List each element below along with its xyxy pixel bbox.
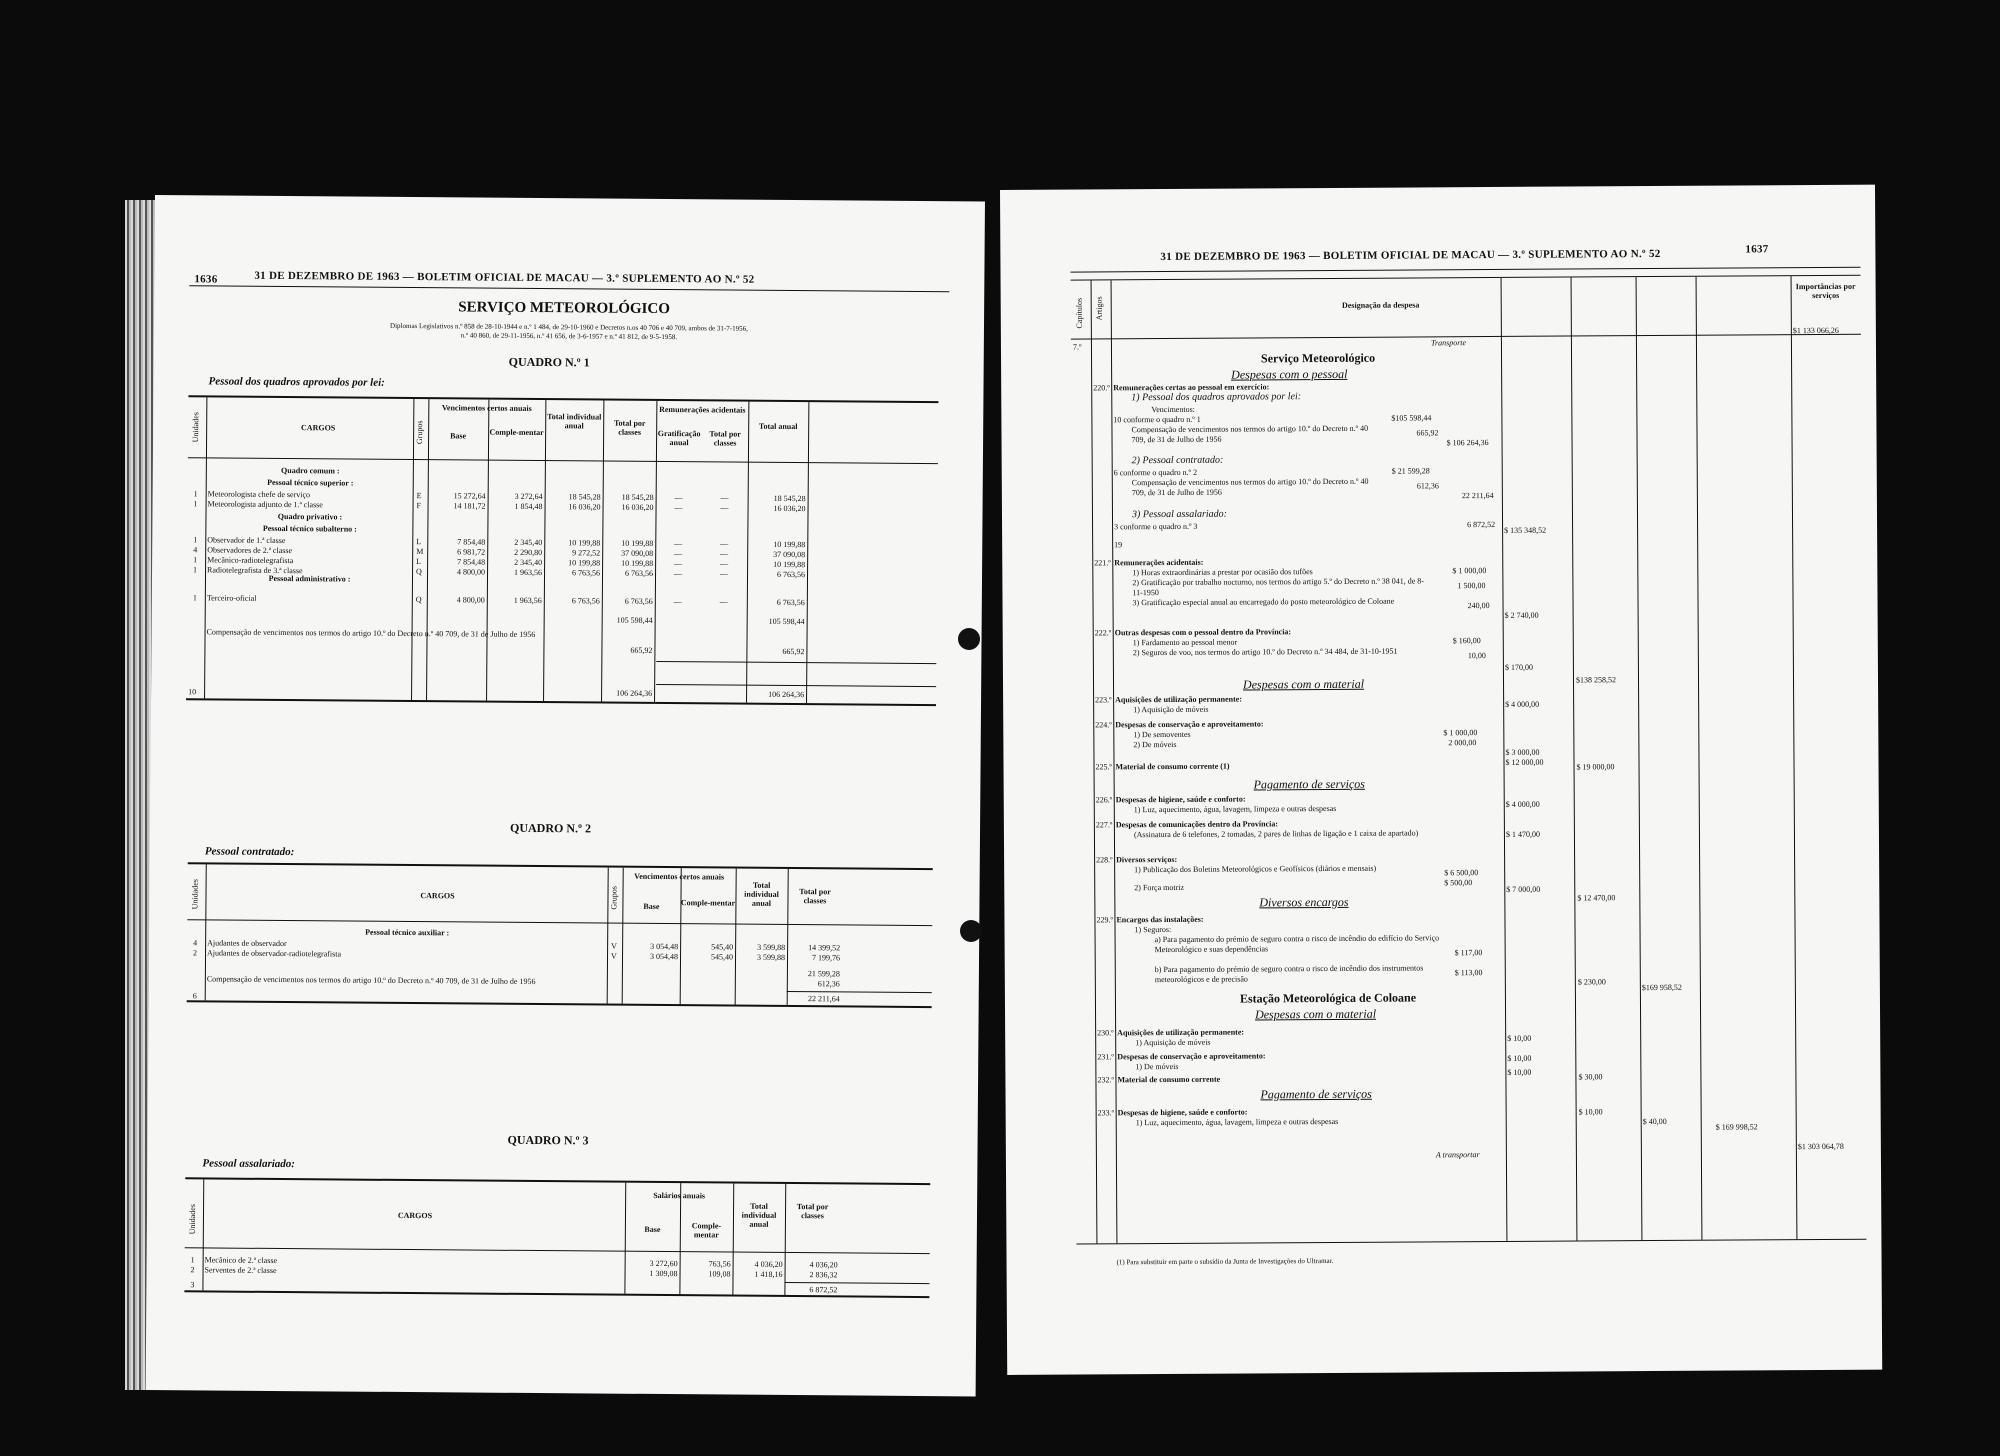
left-page — [146, 195, 985, 1396]
quadro-1-table — [186, 395, 938, 706]
table-row: 1 Observador de 1.ª classe L 7 854,48 2 345,40 10 199,88 10 199,88 — — 10 199,88 — [193, 535, 806, 550]
compensation-value: 665,92 — [782, 646, 805, 657]
section-despesas-pessoal: Despesas com o pessoal — [1231, 366, 1348, 382]
col-gratificacao: Gratificação anual — [657, 428, 701, 448]
section-pagamento-servicos: Pagamento de serviços — [1253, 776, 1365, 792]
table-row: 1 Meteorologista adjunto de 1.ª classe F 14 181,72 1 854,48 16 036,20 16 036,20 — — 16 036,20 — [193, 499, 806, 514]
quadro-1-title: QUADRO N.º 1 — [508, 354, 590, 370]
transporte-label: Transporte — [1430, 338, 1467, 348]
compensation-value: 612,36 — [817, 979, 840, 989]
table-row: 1 Mecânico de 2.ª classe 3 272,60 763,56 4 036,20 4 036,20 — [190, 1255, 838, 1270]
footnote: (1) Para substituir em parte o subsídio da Junta de Investigações do Ultramar. — [1116, 1256, 1334, 1267]
article-number: 227.º — [1095, 820, 1113, 830]
section-heading: Pessoal técnico auxiliar : — [365, 927, 450, 938]
page-number: 1636 — [194, 273, 218, 286]
section-diversos-encargos: Diversos encargos — [1259, 894, 1349, 910]
punch-hole — [958, 628, 980, 650]
col-cargos: CARGOS — [397, 1210, 433, 1221]
table-row: 1 Meteorologista chefe de serviço E 15 272,64 3 272,64 18 545,28 18 545,28 — — 18 545,28 — [193, 489, 806, 504]
col-vencimentos: Vencimentos certos anuais — [634, 871, 725, 882]
article-number: 226.º — [1095, 795, 1113, 805]
section-heading: Pessoal técnico superior : — [267, 477, 354, 488]
grand-total: 106 264,36 — [616, 688, 653, 698]
table-row: 2 Ajudantes de observador-radiotelegrafista V 3 054,48 545,40 3 599,88 7 199,76 — [193, 948, 841, 963]
col-total-individual: Total individual anual — [741, 1201, 777, 1229]
a-transportar-label: A transportar — [1435, 1150, 1480, 1160]
grand-total: 6 872,52 — [809, 1285, 838, 1295]
article-number: 229.º — [1096, 915, 1113, 925]
col-total-individual: Total individual anual — [744, 880, 779, 908]
col-complementar: Comple-mentar — [489, 427, 544, 438]
col-base: Base — [643, 901, 660, 911]
col-artigos: Artigos — [1094, 296, 1104, 321]
col-capitulos: Capítulos — [1074, 297, 1084, 329]
col-unidades: Unidades — [191, 412, 201, 443]
col-base: Base — [644, 1224, 661, 1235]
col-unidades: Unidades — [187, 1204, 198, 1235]
transporte-value: $1 133 066,26 — [1792, 325, 1839, 336]
right-page — [1000, 185, 1882, 1375]
quadro-3-subtitle: Pessoal assalariado: — [202, 1157, 296, 1171]
grand-total: 22 211,64 — [807, 994, 840, 1004]
article-number: 230.º — [1097, 1028, 1114, 1038]
compensation-text: Compensação de vencimentos nos termos do artigo 10.º do Decreto n.º 40 709, de 31 de Julho de 1956 — [206, 627, 536, 639]
punch-hole — [960, 920, 982, 942]
budget-table: Capítulos Artigos Designação da despesa Importâncias por serviços 7.º Transporte $1 133 066,26 Serviço Meteorológico Despesas com o pessoal 220.º Remunerações certas ao pessoal em exercício: 1) Pessoal dos quadros aprovados por lei: Vencimentos: 10 conforme o quadro n.º 1 $105 598,44 Compensação de vencimentos nos termos do artigo 10.º do Decreto n.º 40 709, de 31 de Julho de 1956 665,92 $ 106 264,36 2) Pessoal contratado: 6 conforme o quadro n.º 2 $ 21 599,28 Compensação de vencimentos nos termos do artigo 10.º do Decreto n.º 40 709, de 31 de Julho de 1956 612,36 22 211,64 3) Pessoal assalariado: 3 conforme o quadro n.º 3 6 872,52 $ 135 348,52 19 221.º Remunerações acidentais: 1) Horas extraordinárias a prestar por ocasião dos tufões $ 1 000,00 2) Gratificação por trabalho nocturno, nos termos do artigo 5.º do Decreto n.º 38 041, de 8-11-1950 1 500,00 3) Gratificação especial anual ao encarregado do posto meteorológico de Coloane 240,00 $ 2 740,00 222.º Outras despesas com o pessoal dentro da Província: 1) Fardamento ao pessoal menor $ 160,00 2) Seguros de voo, nos termos do artigo 10.º do Decreto n.º 34 484, de 31-10-1951 10,00 $ 170,00 $138 258,52 Despesas com o material 223.º Aquisições de utilização permanente: 1) Aquisição de móveis $ 4 000,00 224.º Despesas de conservação e aproveitamento: 1) De semoventes $ 1 000,00 2) De móveis 2 000,00 $ 3 000,00 225.º Material de consumo corrente (1) $ 12 000,00 $ 19 000,00 Pagamento de serviços 226.º Despesas de higiene, saúde e conforto: 1) Luz, aquecimento, água, lavagem, limpeza e outras despesas $ 4 000,00 227.º Despesas de comunicações dentro da Província: (Assinatura de 6 telefones, 2 tomadas, 2 pares de linhas de ligação e 1 caixa de apartado) $ 1 470,00 228.º Diversos serviços: 1) Publicação dos Boletins Meteorológicos e Geofísicos (diários e mensais) $ 6 500,00 2) Força motriz $ 500,00 $ 7 000,00 $ 12 470,00 Diversos encargos 229.º Encargos das instalações: 1) Seguros: a) Para pagamento do prémio de seguro contra o risco de incêndio do edifício do Serviço Meteorológico e suas dependências $ 117,00 b) Para pagamento do prémio de seguro contra o risco de incêndio dos instrumentos meteorológicos e de precisão $ 113,00 $ 230,00 $169 958,52 Estação Meteorológica de Coloane Despesas com o material 230.º Aquisições de utilização permanente: 1) Aquisição de móveis $ 10,00 231.º Despesas de conservação e aproveitamento: 1) De móveis $ 10,00 232.º Material de consumo corrente $ 10,00 $ 30,00 Pagamento de serviços 233.º Despesas de higiene, saúde e conforto: 1) Luz, aquecimento, água, lavagem, limpeza e outras despesas $ 10,00 $ 40,00 $ 169 998,52 A transportar $1 303 064,78 — [1071, 275, 1867, 1245]
total-units: 3 — [190, 1280, 195, 1290]
table-row: 1 Terceiro-oficial Q 4 800,00 1 963,56 6 763,56 6 763,56 — — 6 763,56 — [192, 593, 805, 608]
col-cargos: CARGOS — [301, 423, 336, 433]
table-row: 4 Observadores de 2.ª classe M 6 981,72 2 290,80 9 272,52 37 090,08 — — 37 090,08 — [193, 545, 806, 560]
article-number: 232.º — [1097, 1075, 1114, 1085]
col-complementar: Comple-mentar — [691, 1221, 722, 1240]
col-grupos: Grupos — [415, 420, 425, 445]
col-base: Base — [450, 431, 467, 441]
station-title: Estação Meteorológica de Coloane — [1239, 990, 1417, 1006]
compensation-text: Compensação de vencimentos nos termos do artigo 10.º do Decreto n.º 40 709, de 31 de Julho de 1956 — [206, 974, 536, 987]
article-number: 225.º — [1095, 762, 1113, 772]
quadro-2-table — [187, 862, 933, 1008]
total-units: 6 — [192, 991, 197, 1001]
section-heading: Quadro privativo : — [277, 511, 343, 522]
quadro-2-subtitle: Pessoal contratado: — [204, 845, 295, 859]
article-number: 231.º — [1097, 1052, 1114, 1062]
col-salarios: Salários anuais — [653, 1190, 706, 1201]
section-heading: Pessoal técnico subalterno : — [262, 523, 357, 534]
table-row: 2 Serventes de 2.ª classe 1 309,08 109,08 1 418,16 2 836,32 — [190, 1265, 838, 1280]
page-title: SERVIÇO METEOROLÓGICO — [458, 299, 670, 318]
total-units: 10 — [188, 687, 197, 697]
section-despesas-material: Despesas com o material — [1242, 676, 1365, 692]
section-heading: Quadro comum : — [281, 465, 340, 476]
grand-total: 106 264,36 — [768, 689, 805, 700]
article-number: 224.º — [1095, 720, 1112, 730]
table-row: 1 Radiotelegrafista de 3.ª classe Q 4 800,00 1 963,56 6 763,56 6 763,56 — — 6 763,56 — [193, 565, 806, 580]
quadro-1-subtitle: Pessoal dos quadros aprovados por lei: — [208, 375, 385, 389]
article-number: 222.º — [1094, 628, 1112, 638]
header-rule — [1070, 267, 1860, 273]
col-total-classes: Total por classes — [613, 418, 646, 437]
article-number: 221.º — [1094, 558, 1111, 568]
col-complementar: Comple-mentar — [680, 898, 736, 908]
col-total-classes: Total por classes — [799, 887, 831, 906]
subtotal: 105 598,44 — [768, 616, 805, 627]
col-total-classes-2: Total por classes — [709, 429, 741, 448]
header-rule — [189, 285, 949, 292]
article-number: 228.º — [1096, 855, 1113, 865]
section-despesas-material-2: Despesas com o material — [1254, 1006, 1377, 1022]
col-designacao: Designação da despesa — [1342, 300, 1420, 310]
quadro-2-title: QUADRO N.º 2 — [509, 820, 592, 836]
article-number: 233.º — [1097, 1108, 1115, 1118]
col-importancias: Importâncias por serviços — [1795, 281, 1856, 301]
section-heading: Pessoal administrativo : — [268, 573, 351, 584]
legal-reference-2: n.º 40 860, de 29-11-1956, n.º 41 656, de 3-6-1957 e n.º 41 812, de 9-5-1958. — [460, 331, 678, 342]
col-total-classes: Total por classes — [796, 1202, 829, 1221]
page-header: 31 DE DEZEMBRO DE 1963 — BOLETIM OFICIAL DE MACAU — 3.º SUPLEMENTO AO N.º 52 — [254, 269, 755, 286]
page-number: 1637 — [1745, 243, 1769, 256]
col-vencimentos: Vencimentos certos anuais — [441, 403, 532, 413]
article-number: 223.º — [1095, 695, 1112, 705]
compensation-value: 665,92 — [630, 645, 653, 655]
page-header: 31 DE DEZEMBRO DE 1963 — BOLETIM OFICIAL DE MACAU — 3.º SUPLEMENTO AO N.º 52 — [1160, 247, 1661, 264]
service-title: Serviço Meteorológico — [1260, 350, 1376, 366]
col-unidades: Unidades — [190, 879, 200, 910]
col-grupos: Grupos — [609, 886, 619, 910]
article-number: 220.º — [1093, 383, 1110, 393]
quadro-3-title: QUADRO N.º 3 — [507, 1132, 589, 1148]
section-pagamento-servicos-2: Pagamento de serviços — [1260, 1086, 1372, 1102]
quadro-3-table — [184, 1177, 930, 1298]
col-cargos: CARGOS — [420, 891, 455, 901]
col-remuneracoes: Remunerações acidentais — [659, 404, 746, 415]
table-row: 1 Mecânico-radiotelegrafista L 7 854,48 2 345,40 10 199,88 10 199,88 — — 10 199,88 — [193, 555, 806, 570]
col-total-anual: Total anual — [758, 421, 798, 432]
subtotal: 105 598,44 — [616, 615, 653, 625]
table-row: 4 Ajudantes de observador V 3 054,48 545,40 3 599,88 14 399,52 — [193, 938, 841, 953]
col-total-individual: Total individual anual — [547, 412, 602, 431]
subtotal: 21 599,28 — [807, 969, 840, 979]
a-transportar-value: $1 303 064,78 — [1797, 1141, 1844, 1152]
chapter-number: 7.º — [1072, 342, 1082, 352]
legal-reference: Diplomas Legislativos n.º 858 de 28-10-1944 e n.º 1 484, de 29-10-1960 e Decretos n.os 40 706 e 40 709, ambos de 31-7-1956, — [390, 321, 748, 333]
